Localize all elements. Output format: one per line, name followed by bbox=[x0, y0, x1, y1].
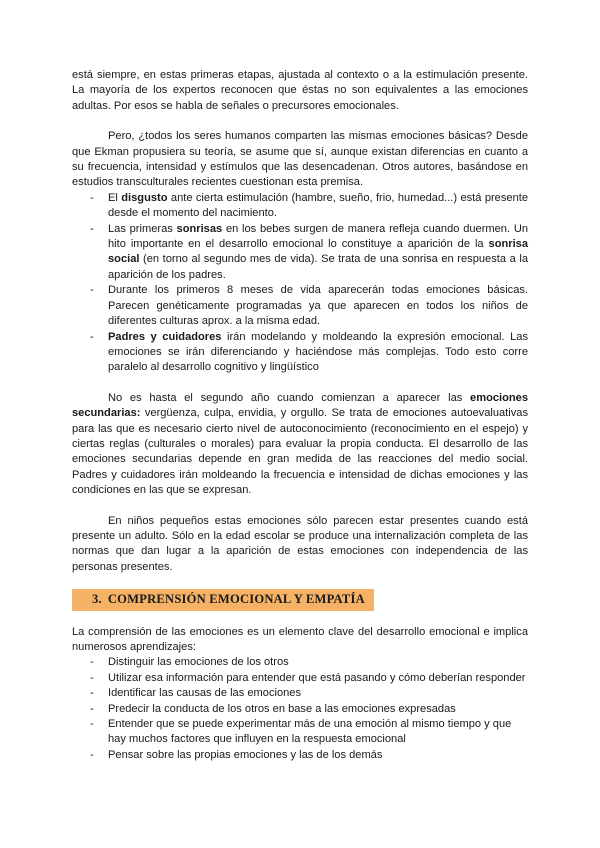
paragraph-secondary-emotions: No es hasta el segundo año cuando comienzan a aparecer las emociones secundarias: vergüenza, culpa, envidia, y orgullo. Se trata de emociones autoevaluativas para las que es necesario cierto nivel de autoconocimiento (reconocimiento en el espejo) y ciertas reglas (culturales o morales) para evaluar la propia conducta. El desarrollo de las emociones secundarias depende en gran medida de las reacciones del medio social. Padres y cuidadores irán moldeando la frecuencia e intensidad de dichas emociones y las condiciones en las que se expresan. bbox=[72, 391, 528, 497]
document-page bbox=[72, 68, 528, 763]
list-item: - Utilizar esa información para entender que está pasando y cómo deberían responder bbox=[72, 671, 528, 686]
paragraph-intro: está siempre, en estas primeras etapas, ajustada al contexto o a la estimulación presente. La mayoría de los expertos reconocen que éstas no son equivalentes a las emociones adultas. Por esos se habla de señales o precursores emocionales. bbox=[72, 69, 528, 112]
list-item: - Entender que se puede experimentar más de una emoción al mismo tiempo y que hay muchos factores que influyen en la respuesta emocional bbox=[72, 717, 528, 748]
basic-emotions-list bbox=[72, 191, 528, 376]
list-item: - El disgusto ante cierta estimulación (hambre, sueño, frio, humedad...) está presente desde el momento del nacimiento. bbox=[72, 191, 528, 222]
section-heading: 3. COMPRENSIÓN EMOCIONAL Y EMPATÍA bbox=[72, 589, 374, 610]
list-item: - Durante los primeros 8 meses de vida aparecerán todas emociones básicas. Parecen genéticamente programadas ya que aparecen en todos los niños de diferentes culturas aprox. a la misma edad. bbox=[72, 283, 528, 329]
paragraph-ekman: Pero, ¿todos los seres humanos comparten las mismas emociones básicas? Desde que Ekman propusiera su teoría, se asume que sí, aunque existan diferencias en cuanto a su frecuencia, intensidad y estímulos que las desencadenan. Otros autores, basándose en estudios transculturales recientes cuestionan esta premisa. bbox=[72, 130, 528, 189]
paragraph-young-children: En niños pequeños estas emociones sólo parecen estar presentes cuando está presente un adulto. Sólo en la edad escolar se produce una internalización completa de las normas que dan lugar a la aparición de estas emociones con independencia de las personas presentes. bbox=[72, 514, 528, 573]
paragraph-comprehension: La comprensión de las emociones es un elemento clave del desarrollo emocional e implica numerosos aprendizajes: bbox=[72, 625, 528, 653]
list-item: - Pensar sobre las propias emociones y las de los demás bbox=[72, 748, 528, 763]
section-heading-wrap bbox=[72, 589, 528, 610]
list-item: - Distinguir las emociones de los otros bbox=[72, 655, 528, 670]
list-item: - Padres y cuidadores irán modelando y moldeando la expresión emocional. Las emociones se irán diferenciando y haciéndose más complejas. Todo esto corre paralelo al desarrollo cognitivo y lingüístico bbox=[72, 330, 528, 376]
learning-list bbox=[72, 655, 528, 763]
list-item: - Las primeras sonrisas en los bebes surgen de manera refleja cuando duermen. Un hito importante en el desarrollo emocional lo constituye a aparición de la sonrisa social (en torno al segundo mes de vida). Se trata de una sonrisa en respuesta a la aparición de los padres. bbox=[72, 222, 528, 284]
list-item: - Identificar las causas de las emociones bbox=[72, 686, 528, 701]
list-item: - Predecir la conducta de los otros en base a las emociones expresadas bbox=[72, 702, 528, 717]
